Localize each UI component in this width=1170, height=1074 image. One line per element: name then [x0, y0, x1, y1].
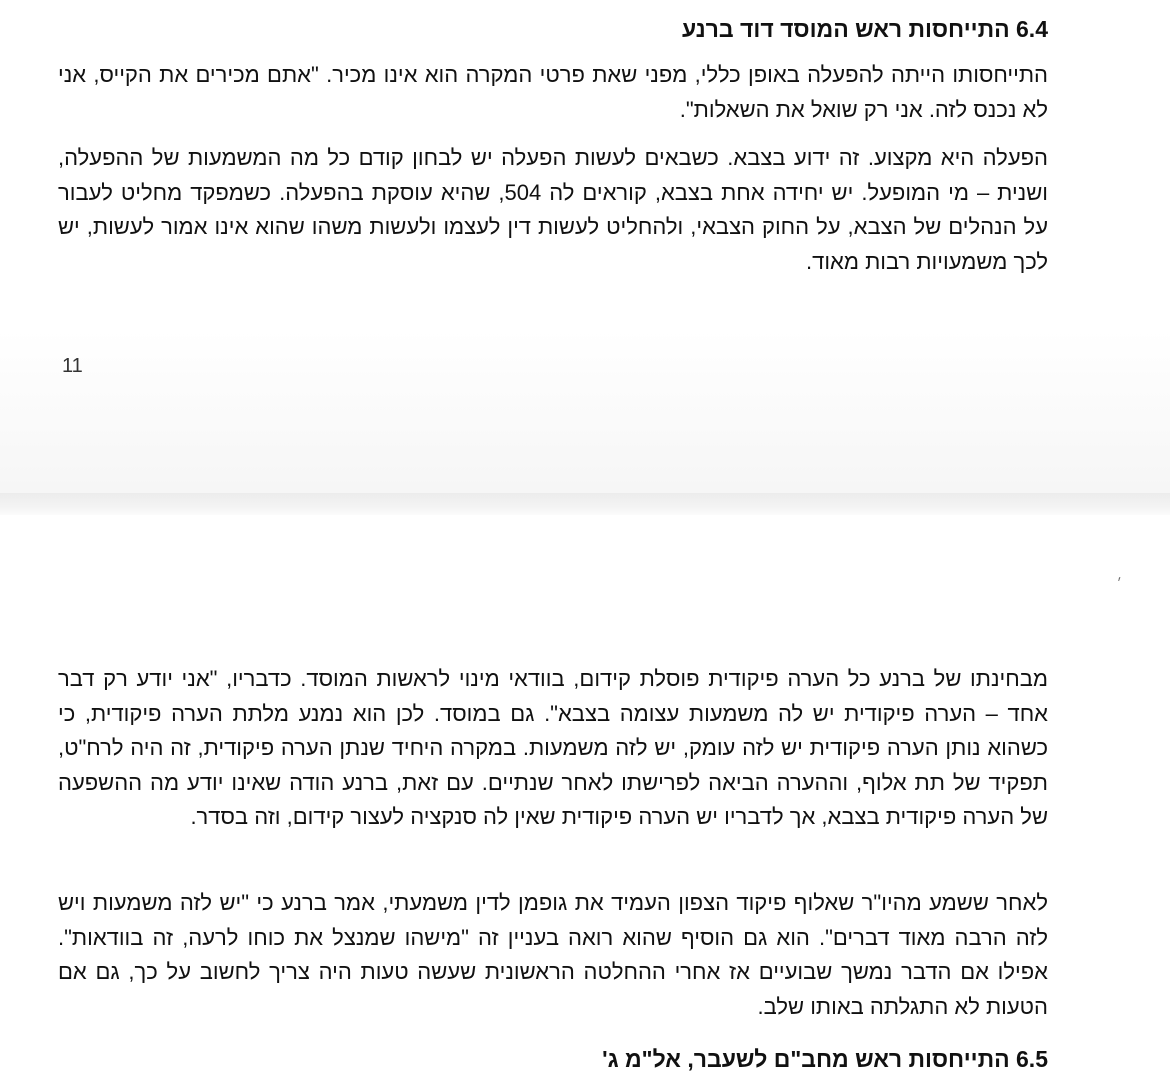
paragraph-3: מבחינתו של ברנע כל הערה פיקודית פוסלת קידום, בוודאי מינוי לראשות המוסד. כדבריו, "אני יודע רק דבר אחד – הערה פיקודית יש לה משמעות עצומה בצבא". גם במוסד. לכן הוא נמנע מלתת הערה פיקודית, כי כשהוא נותן הערה פיקודית יש לזה עומק, יש לזה משמעות. במקרה היחיד שנתן הערה פיקודית, זה היה לרח"ט, תפקיד של תת אלוף, וההערה הביאה לפרישתו לאחר שנתיים. עם זאת, ברנע הודה שאינו יודע מה ההשפעה של הערה פיקודית בצבא, אך לדבריו יש הערה פיקודית שאין לה סנקציה לעצור קידום, וזה בסדר.	[58, 666, 1048, 829]
paragraph-4: לאחר ששמע מהיו"ר שאלוף פיקוד הצפון העמיד את גופמן לדין משמעתי, אמר ברנע כי "יש לזה משמעות ויש לזה הרבה מאוד דברים". הוא גם הוסיף שהוא רואה בעניין זה "מישהו שמנצל את כוחו לרעה, זה בוודאות". אפילו אם הדבר נמשך שבועיים אז אחרי ההחלטה הראשונית שעשה טעות היה צריך לחשוב על כך, גם אם הטעות לא התגלתה באותו שלב.	[58, 890, 1048, 1019]
document-page-upper	[0, 0, 1170, 493]
section-heading-6-4: 6.4 התייחסות ראש המוסד דוד ברנע	[681, 16, 1048, 42]
page-number: 11	[62, 355, 83, 377]
paragraph-1: התייחסותו הייתה להפעלה באופן כללי, מפני שאת פרטי המקרה הוא אינו מכיר. "אתם מכירים את הקייס, אני לא נכנס לזה. אני רק שואל את השאלות".	[58, 62, 1048, 122]
stray-mark: ׳	[1117, 576, 1122, 590]
section-heading-6-5: 6.5 התייחסות ראש מחב"ם לשעבר, אל"מ ג'	[602, 1046, 1048, 1072]
page-break-separator	[0, 493, 1170, 515]
paragraph-2: הפעלה היא מקצוע. זה ידוע בצבא. כשבאים לעשות הפעלה יש לבחון קודם כל מה המשמעות של ההפעלה, ושנית – מי המופעל. יש יחידה אחת בצבא, קוראים לה 504, שהיא עוסקת בהפעלה. כשמפקד מחליט לעבור על הנהלים של הצבא, על החוק הצבאי, ולהחליט לעשות דין לעצמו ולעשות משהו שהוא אינו אמור לעשות, יש לכך משמעויות רבות מאוד.	[58, 145, 1048, 274]
